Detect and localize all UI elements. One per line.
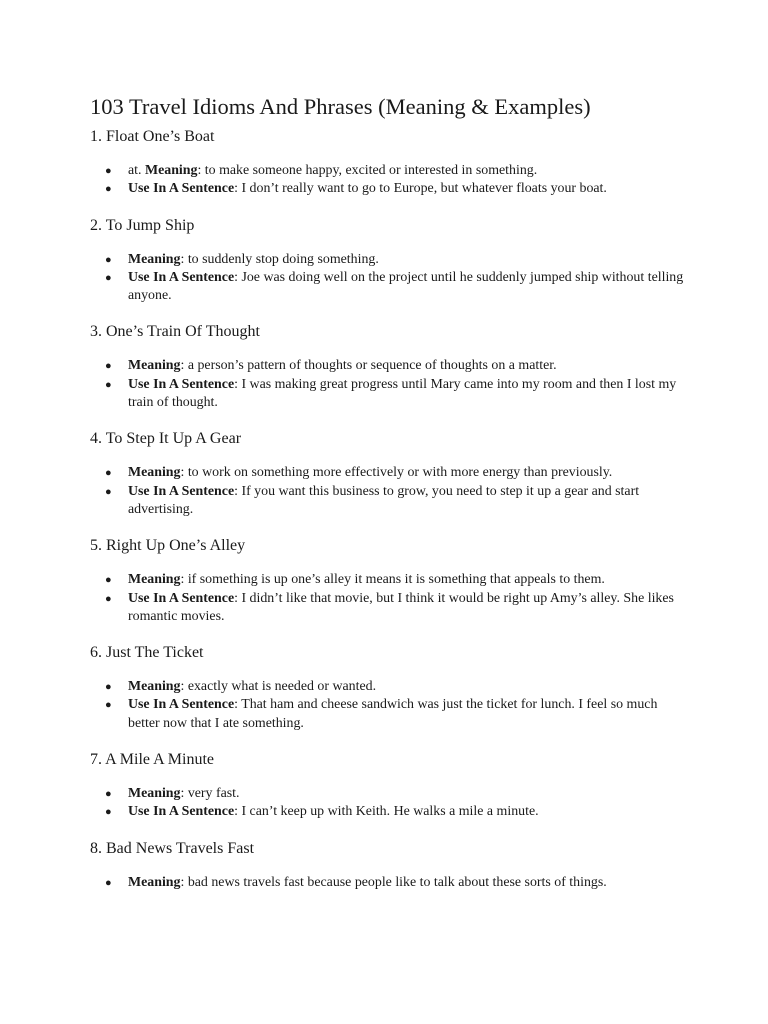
list-item <box>90 803 690 821</box>
bullet-icon: ● <box>105 467 112 480</box>
idiom-sections <box>90 127 690 892</box>
bullet-icon: ● <box>105 806 112 819</box>
idiom-heading: 7. A Mile A Minute <box>90 751 215 769</box>
bullet-icon: ● <box>105 876 112 889</box>
item-text: : Joe was doing well on the project until he suddenly jumped ship without telling anyone. <box>128 269 684 304</box>
item-text: : I can’t keep up with Keith. He walks a mile a minute. <box>234 804 539 820</box>
idiom-bullet-list <box>90 678 690 733</box>
bullet-icon: ● <box>105 592 112 605</box>
idiom-heading: 5. Right Up One’s Alley <box>90 537 246 555</box>
bullet-icon: ● <box>105 681 112 694</box>
idiom-bullet-list <box>90 785 690 822</box>
list-item <box>90 696 690 733</box>
item-prefix: at. <box>128 163 145 178</box>
item-text: : very fast. <box>180 786 240 802</box>
bullet-icon: ● <box>105 253 112 266</box>
document-page <box>90 92 690 909</box>
bullet-icon: ● <box>105 378 112 391</box>
list-item <box>90 251 690 269</box>
item-label: Use In A Sentence <box>128 590 235 606</box>
idiom-bullet-list <box>90 571 690 626</box>
bullet-icon: ● <box>105 574 112 587</box>
idiom-section <box>90 322 690 412</box>
bullet-icon: ● <box>105 485 112 498</box>
bullet-icon: ● <box>105 360 112 373</box>
idiom-bullet-list <box>90 162 690 199</box>
idiom-section <box>90 750 690 822</box>
idiom-heading: 6. Just The Ticket <box>90 644 204 662</box>
idiom-heading: 4. To Step It Up A Gear <box>90 430 242 448</box>
list-item <box>90 590 690 627</box>
bullet-icon: ● <box>105 165 112 177</box>
item-text: : I don’t really want to go to Europe, but whatever floats your boat. <box>234 181 607 197</box>
item-text: : bad news travels fast because people like to talk about these sorts of things. <box>180 874 607 890</box>
item-label: Meaning <box>128 679 181 695</box>
idiom-section <box>90 536 690 626</box>
idiom-section <box>90 127 690 199</box>
idiom-heading: 1. Float One’s Boat <box>90 128 215 145</box>
item-text: : to suddenly stop doing something. <box>180 251 379 267</box>
list-item <box>90 180 690 198</box>
item-text: : I was making great progress until Mary came into my room and then I lost my train of thought. <box>128 376 677 411</box>
item-label: Meaning <box>128 358 181 374</box>
list-item <box>90 464 690 482</box>
bullet-icon: ● <box>105 183 112 196</box>
item-label: Meaning <box>128 572 181 588</box>
item-label: Use In A Sentence <box>128 269 235 285</box>
item-text: : That ham and cheese sandwich was just the ticket for lunch. I feel so much better now that I ate something. <box>128 697 658 731</box>
item-label: Meaning <box>128 465 181 481</box>
item-label: Meaning <box>128 874 181 890</box>
item-text: : if something is up one’s alley it means it is something that appeals to them. <box>180 572 605 588</box>
idiom-heading: 2. To Jump Ship <box>90 216 195 234</box>
item-label: Use In A Sentence <box>128 697 235 713</box>
item-text: : exactly what is needed or wanted. <box>180 679 377 695</box>
idiom-section <box>90 216 690 306</box>
list-item <box>90 785 690 803</box>
idiom-heading: 8. Bad News Travels Fast <box>90 839 255 857</box>
bullet-icon: ● <box>105 699 112 712</box>
idiom-heading: 3. One’s Train Of Thought <box>90 323 260 341</box>
item-text: : I didn’t like that movie, but I think it would be right up Amy’s alley. She likes romantic movies. <box>128 590 674 624</box>
document-title: 103 Travel Idioms And Phrases (Meaning & Examples) <box>90 94 591 119</box>
item-label: Use In A Sentence <box>128 181 235 197</box>
list-item <box>90 571 690 589</box>
idiom-section <box>90 643 690 733</box>
idiom-bullet-list <box>90 874 690 892</box>
item-text: : If you want this business to grow, you need to step it up a gear and start advertising. <box>128 483 640 517</box>
idiom-section <box>90 429 690 519</box>
idiom-section <box>90 839 690 892</box>
item-label: Meaning <box>144 163 198 178</box>
item-label: Meaning <box>128 251 181 267</box>
list-item <box>90 162 690 180</box>
idiom-bullet-list <box>90 251 690 306</box>
item-label: Use In A Sentence <box>128 804 235 820</box>
idiom-bullet-list <box>90 464 690 519</box>
list-item <box>90 376 690 413</box>
item-label: Meaning <box>128 786 181 802</box>
list-item <box>90 483 690 520</box>
bullet-icon: ● <box>105 271 112 284</box>
list-item <box>90 357 690 375</box>
bullet-icon: ● <box>105 788 112 801</box>
list-item <box>90 269 690 306</box>
idiom-bullet-list <box>90 357 690 412</box>
list-item <box>90 678 690 696</box>
list-item <box>90 874 690 892</box>
item-text: : to work on something more effectively or with more energy than previously. <box>180 465 613 481</box>
item-text: : a person’s pattern of thoughts or sequence of thoughts on a matter. <box>180 358 557 374</box>
item-label: Use In A Sentence <box>128 376 235 392</box>
item-label: Use In A Sentence <box>128 483 235 499</box>
item-text: : to make someone happy, excited or interested in something. <box>197 163 538 178</box>
